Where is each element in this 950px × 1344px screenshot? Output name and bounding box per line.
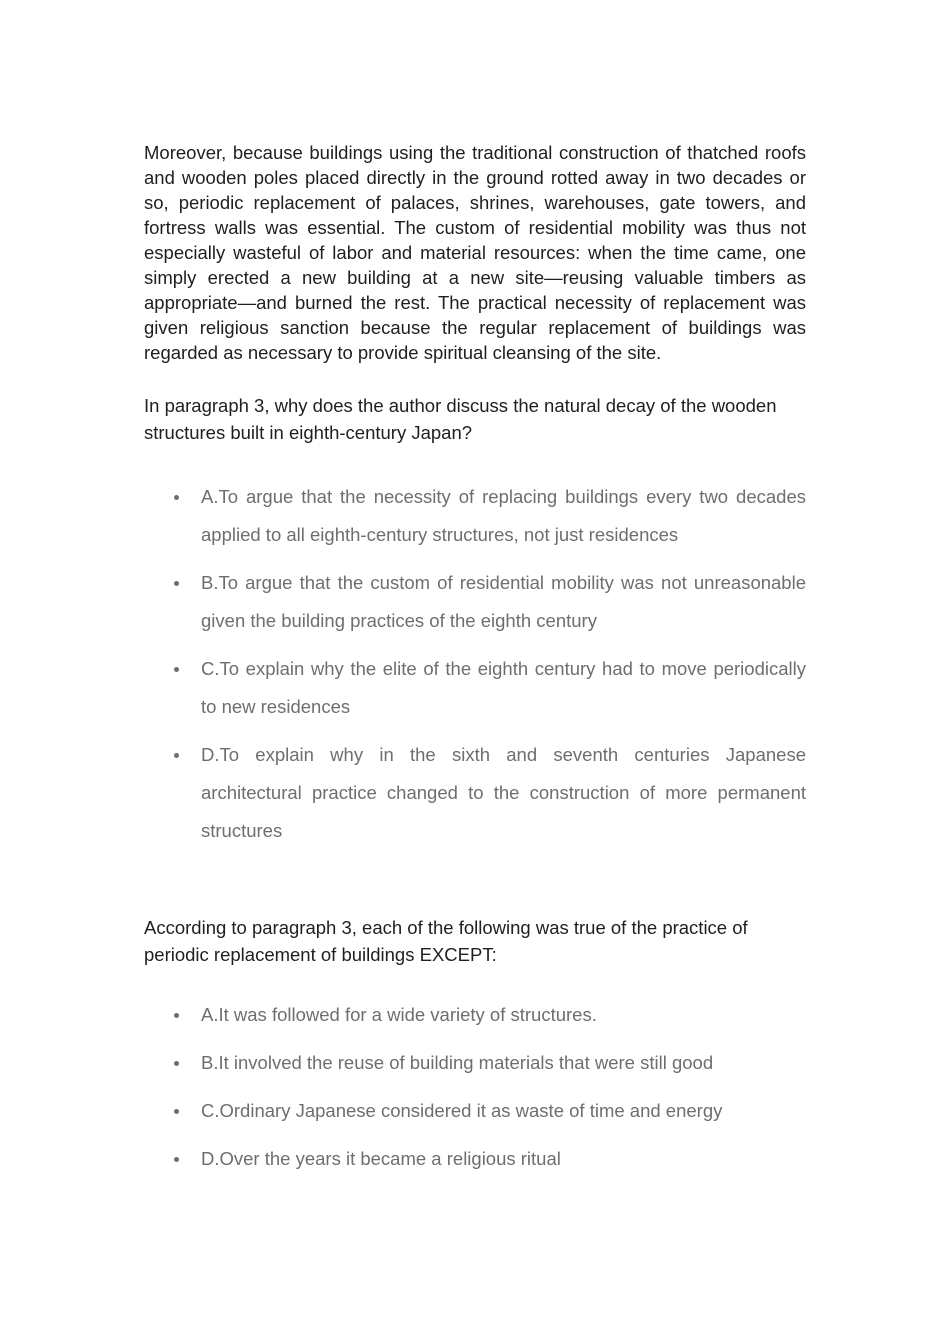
document-page (144, 140, 806, 1192)
question-2-option-c[interactable]: C.Ordinary Japanese considered it as waste of time and energy (144, 1096, 806, 1126)
question-2-options (144, 1000, 806, 1174)
question-1-option-b[interactable]: B.To argue that the custom of residential mobility was not unreasonable given the building practices of the eighth century (144, 564, 806, 640)
question-1-option-d[interactable]: D.To explain why in the sixth and seventh centuries Japanese architectural practice changed to the construction of more permanent structures (144, 736, 806, 850)
question-2-option-d[interactable]: D.Over the years it became a religious ritual (144, 1144, 806, 1174)
question-1-option-c[interactable]: C.To explain why the elite of the eighth century had to move periodically to new residences (144, 650, 806, 726)
question-2-option-a[interactable]: A.It was followed for a wide variety of structures. (144, 1000, 806, 1030)
question-2-option-b[interactable]: B.It involved the reuse of building materials that were still good (144, 1048, 806, 1078)
passage-paragraph: Moreover, because buildings using the traditional construction of thatched roofs and wooden poles placed directly in the ground rotted away in two decades or so, periodic replacement of palaces, shrines, warehouses, gate towers, and fortress walls was essential. The custom of residential mobility was thus not especially wasteful of labor and material resources: when the time came, one simply erected a new building at a new site—reusing valuable timbers as appropriate—and burned the rest. The practical necessity of replacement was given religious sanction because the regular replacement of buildings was regarded as necessary to provide spiritual cleansing of the site. (144, 142, 806, 363)
question-1-option-a[interactable]: A.To argue that the necessity of replacing buildings every two decades applied to all eighth-century structures, not just residences (144, 478, 806, 554)
question-1-prompt: In paragraph 3, why does the author discuss the natural decay of the wooden structures built in eighth-century Japan? (144, 395, 777, 443)
question-2-prompt: According to paragraph 3, each of the following was true of the practice of periodic replacement of buildings EXCEPT: (144, 917, 748, 965)
question-1-options (144, 478, 806, 850)
